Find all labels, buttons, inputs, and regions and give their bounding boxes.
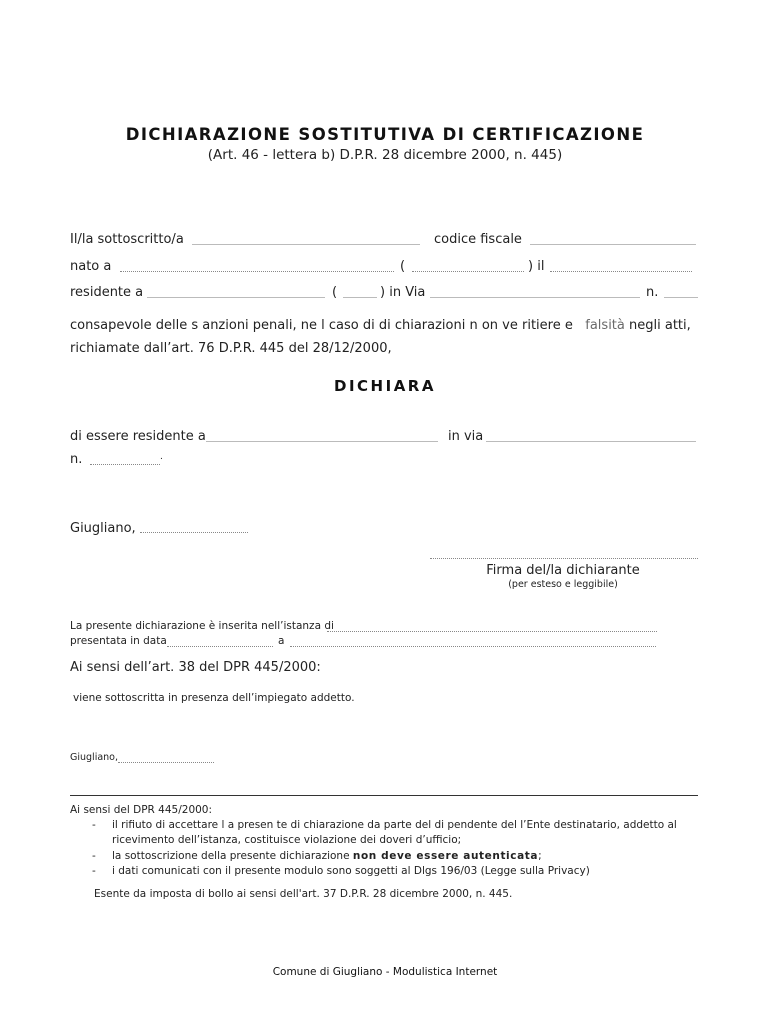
in-via-label: ) in Via — [380, 285, 426, 300]
notes-item-3-text: i dati comunicati con il presente modulo sono soggetti al Dlgs 196/03 (Legge sulla Privacy) — [112, 864, 590, 877]
notes-item-2-bold: non deve essere autenticata — [352, 849, 539, 862]
residente-label: residente a — [70, 285, 144, 300]
notes-dash: - — [92, 849, 96, 862]
sottoscritto-field[interactable] — [192, 244, 420, 245]
luogo-nascita-field[interactable] — [120, 271, 394, 272]
paren-open-2: ( — [332, 285, 338, 300]
data-nascita-field[interactable] — [550, 271, 692, 272]
esente-text: Esente da imposta di bollo ai sensi dell'art. 37 D.P.R. 28 dicembre 2000, n. 445. — [94, 888, 513, 900]
dichiara-numero-label: n. — [70, 452, 83, 467]
art38-data-field[interactable] — [118, 762, 214, 763]
firma-note: (per esteso e leggibile) — [508, 579, 618, 590]
notes-item-2 — [92, 849, 677, 864]
dichiara-via-field[interactable] — [486, 441, 696, 442]
dichiara-comune-field[interactable] — [206, 441, 438, 442]
provincia-nascita-field[interactable] — [412, 271, 524, 272]
notes-item-2-post: ; — [538, 849, 542, 862]
notes-divider — [70, 795, 698, 796]
notes-dash: - — [92, 864, 96, 877]
firma-field[interactable] — [430, 558, 698, 559]
richiamate-text: richiamate dall’art. 76 D.P.R. 445 del 28/12/2000, — [70, 341, 392, 356]
firma-label: Firma del/la dichiarante — [486, 563, 640, 578]
data-firma-field[interactable] — [140, 532, 248, 533]
dichiara-heading: DICHIARA — [334, 377, 436, 395]
data-presentazione-field[interactable] — [167, 646, 273, 647]
consapevole-main: consapevole delle s anzioni penali, ne l caso di di chiarazioni n on ve ritiere e — [70, 318, 573, 333]
page-footer: Comune di Giugliano - Modulistica Internet — [272, 966, 498, 978]
notes-item-1 — [92, 818, 677, 848]
document-title: DICHIARAZIONE SOSTITUTIVA DI CERTIFICAZIONE — [125, 125, 645, 144]
dichiara-numero-field[interactable] — [90, 464, 160, 465]
nato-label: nato a — [70, 259, 112, 274]
codice-fiscale-field[interactable] — [530, 244, 696, 245]
art38-giugliano-label: Giugliano, — [70, 752, 119, 763]
dichiara-via-label: in via — [448, 429, 484, 444]
dichiara-dot: . — [160, 452, 163, 462]
il-label: ) il — [528, 259, 545, 274]
provincia-residenza-field[interactable] — [343, 297, 377, 298]
notes-dash: - — [92, 819, 96, 832]
istanza-field[interactable] — [327, 631, 657, 632]
falsita-word: falsità — [585, 318, 625, 333]
document-subtitle: (Art. 46 - lettera b) D.P.R. 28 dicembre 2000, n. 445) — [207, 147, 563, 163]
art38-heading: Ai sensi dell’art. 38 del DPR 445/2000: — [70, 660, 321, 675]
consapevole-text — [70, 318, 691, 333]
istanza-text: La presente dichiarazione è inserita nell’istanza di — [70, 620, 334, 632]
notes-heading: Ai sensi del DPR 445/2000: — [70, 804, 213, 816]
dichiara-residente-label: di essere residente a — [70, 429, 206, 444]
sottoscritto-label: Il/la sottoscritto/a — [70, 232, 184, 247]
art38-text: viene sottoscritta in presenza dell’impiegato addetto. — [73, 692, 355, 704]
destinatario-field[interactable] — [290, 646, 656, 647]
notes-item-1-line-1: il rifiuto di accettare l a presen te di chiarazione da parte del di pendente del l’Ente destinatario, addetto al — [112, 819, 677, 832]
numero-civico-field[interactable] — [664, 297, 698, 298]
negli-atti: negli atti, — [629, 318, 691, 333]
presentata-text: presentata in data — [70, 635, 167, 647]
numero-label: n. — [646, 285, 659, 300]
notes-item-1-line-2: ricevimento dell’istanza, costituisce violazione dei doveri d’ufficio; — [112, 834, 462, 847]
codice-fiscale-label: codice fiscale — [434, 232, 522, 247]
giugliano-label: Giugliano, — [70, 521, 136, 536]
comune-residenza-field[interactable] — [147, 297, 325, 298]
notes-section — [70, 803, 677, 879]
via-field[interactable] — [430, 297, 640, 298]
notes-item-3 — [92, 864, 677, 879]
paren-open: ( — [400, 259, 406, 274]
a-label: a — [278, 635, 285, 647]
notes-item-2-pre: la sottoscrizione della presente dichiarazione — [112, 849, 353, 862]
